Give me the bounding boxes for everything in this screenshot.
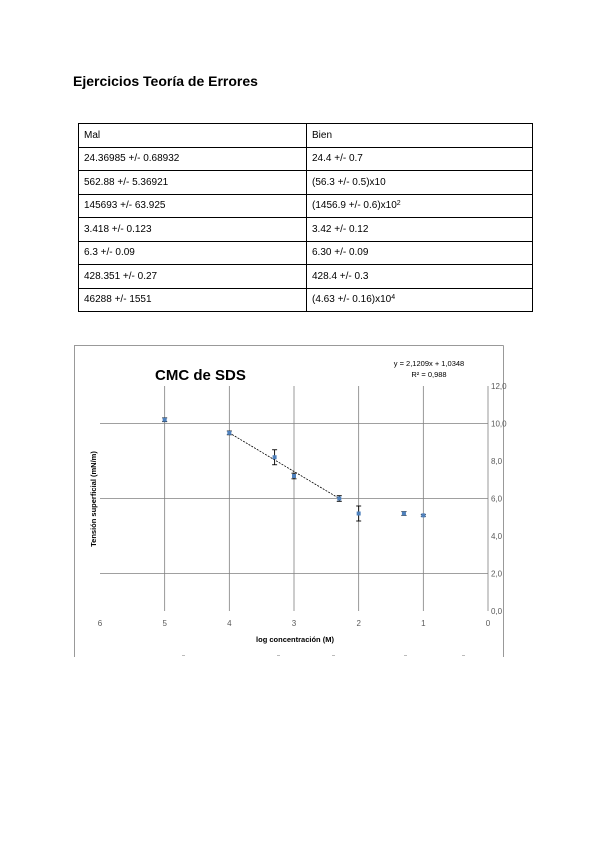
cell-bien-exponent: 2 [396, 200, 401, 208]
table-row [79, 288, 533, 312]
cell-mal: 6.3 +/- 0.09 [79, 241, 307, 265]
data-point [421, 513, 425, 517]
table-header-row [79, 124, 533, 148]
cell-bien [307, 288, 533, 312]
header-bien: Bien [307, 124, 533, 148]
table-row [79, 218, 533, 242]
cell-bien [307, 241, 533, 265]
data-point [163, 418, 167, 422]
cell-bien-exponent: 4 [391, 294, 396, 302]
cell-mal: 562.88 +/- 5.36921 [79, 171, 307, 195]
y-tick-label: 0,0 [491, 607, 503, 616]
data-point [273, 455, 277, 459]
y-tick-label: 2,0 [491, 569, 503, 579]
cell-bien-text: (1456.9 +/- 0.6)x10 [312, 200, 397, 212]
page-title: Ejercicios Teoría de Errores [73, 73, 258, 89]
cell-bien [307, 171, 533, 195]
cell-mal: 145693 +/- 63.925 [79, 194, 307, 218]
table-row [79, 194, 533, 218]
x-tick-label: 4 [227, 619, 232, 628]
y-tick-label: 10,0 [491, 419, 507, 429]
header-mal: Mal [79, 124, 307, 148]
chart-title: CMC de SDS [155, 367, 246, 384]
y-tick-label: 6,0 [491, 494, 503, 504]
cell-bien [307, 147, 533, 171]
x-tick-label: 2 [356, 619, 361, 628]
x-tick-label: 6 [97, 619, 103, 628]
y-axis-label: Tensión superficial (mN/m) [89, 451, 98, 547]
table-row [79, 171, 533, 195]
cell-bien-text: 24.4 +/- 0.7 [312, 153, 363, 165]
cell-mal: 3.418 +/- 0.123 [79, 218, 307, 242]
x-tick-label: 1 [421, 619, 426, 628]
x-tick-label: 3 [291, 619, 297, 628]
cell-bien [307, 218, 533, 242]
table-row [79, 241, 533, 265]
data-point [402, 512, 406, 516]
cell-bien-text: (4.63 +/- 0.16)x10 [312, 294, 392, 306]
trend-equation: y = 2,1209x + 1,0348 [393, 359, 465, 368]
y-tick-label: 12,0 [491, 382, 507, 391]
r-squared: R² = 0,988 [411, 370, 447, 379]
data-point [227, 431, 231, 435]
cell-bien [307, 194, 533, 218]
x-axis-label: log concentración (M) [256, 635, 334, 644]
x-tick-label: 5 [162, 619, 167, 628]
cell-bien-text: (56.3 +/- 0.5)x10 [312, 176, 386, 188]
table-row [79, 265, 533, 289]
errors-table [78, 123, 533, 312]
cell-bien [307, 265, 533, 289]
y-tick-label: 8,0 [491, 457, 503, 466]
data-point [357, 512, 361, 516]
table-row [79, 147, 533, 171]
cell-mal: 428.351 +/- 0.27 [79, 265, 307, 289]
y-tick-label: 4,0 [491, 532, 503, 541]
data-point [292, 474, 296, 478]
x-tick-label: 0 [485, 619, 491, 628]
cell-bien-text: 3.42 +/- 0.12 [312, 223, 369, 235]
cmc-chart [74, 345, 507, 657]
data-point [337, 497, 341, 501]
cell-mal: 24.36985 +/- 0.68932 [79, 147, 307, 171]
cell-bien-text: 428.4 +/- 0.3 [312, 270, 369, 282]
chart-container [74, 345, 507, 657]
cell-mal: 46288 +/- 1551 [79, 288, 307, 312]
trendline [229, 433, 339, 499]
cell-bien-text: 6.30 +/- 0.09 [312, 247, 369, 259]
